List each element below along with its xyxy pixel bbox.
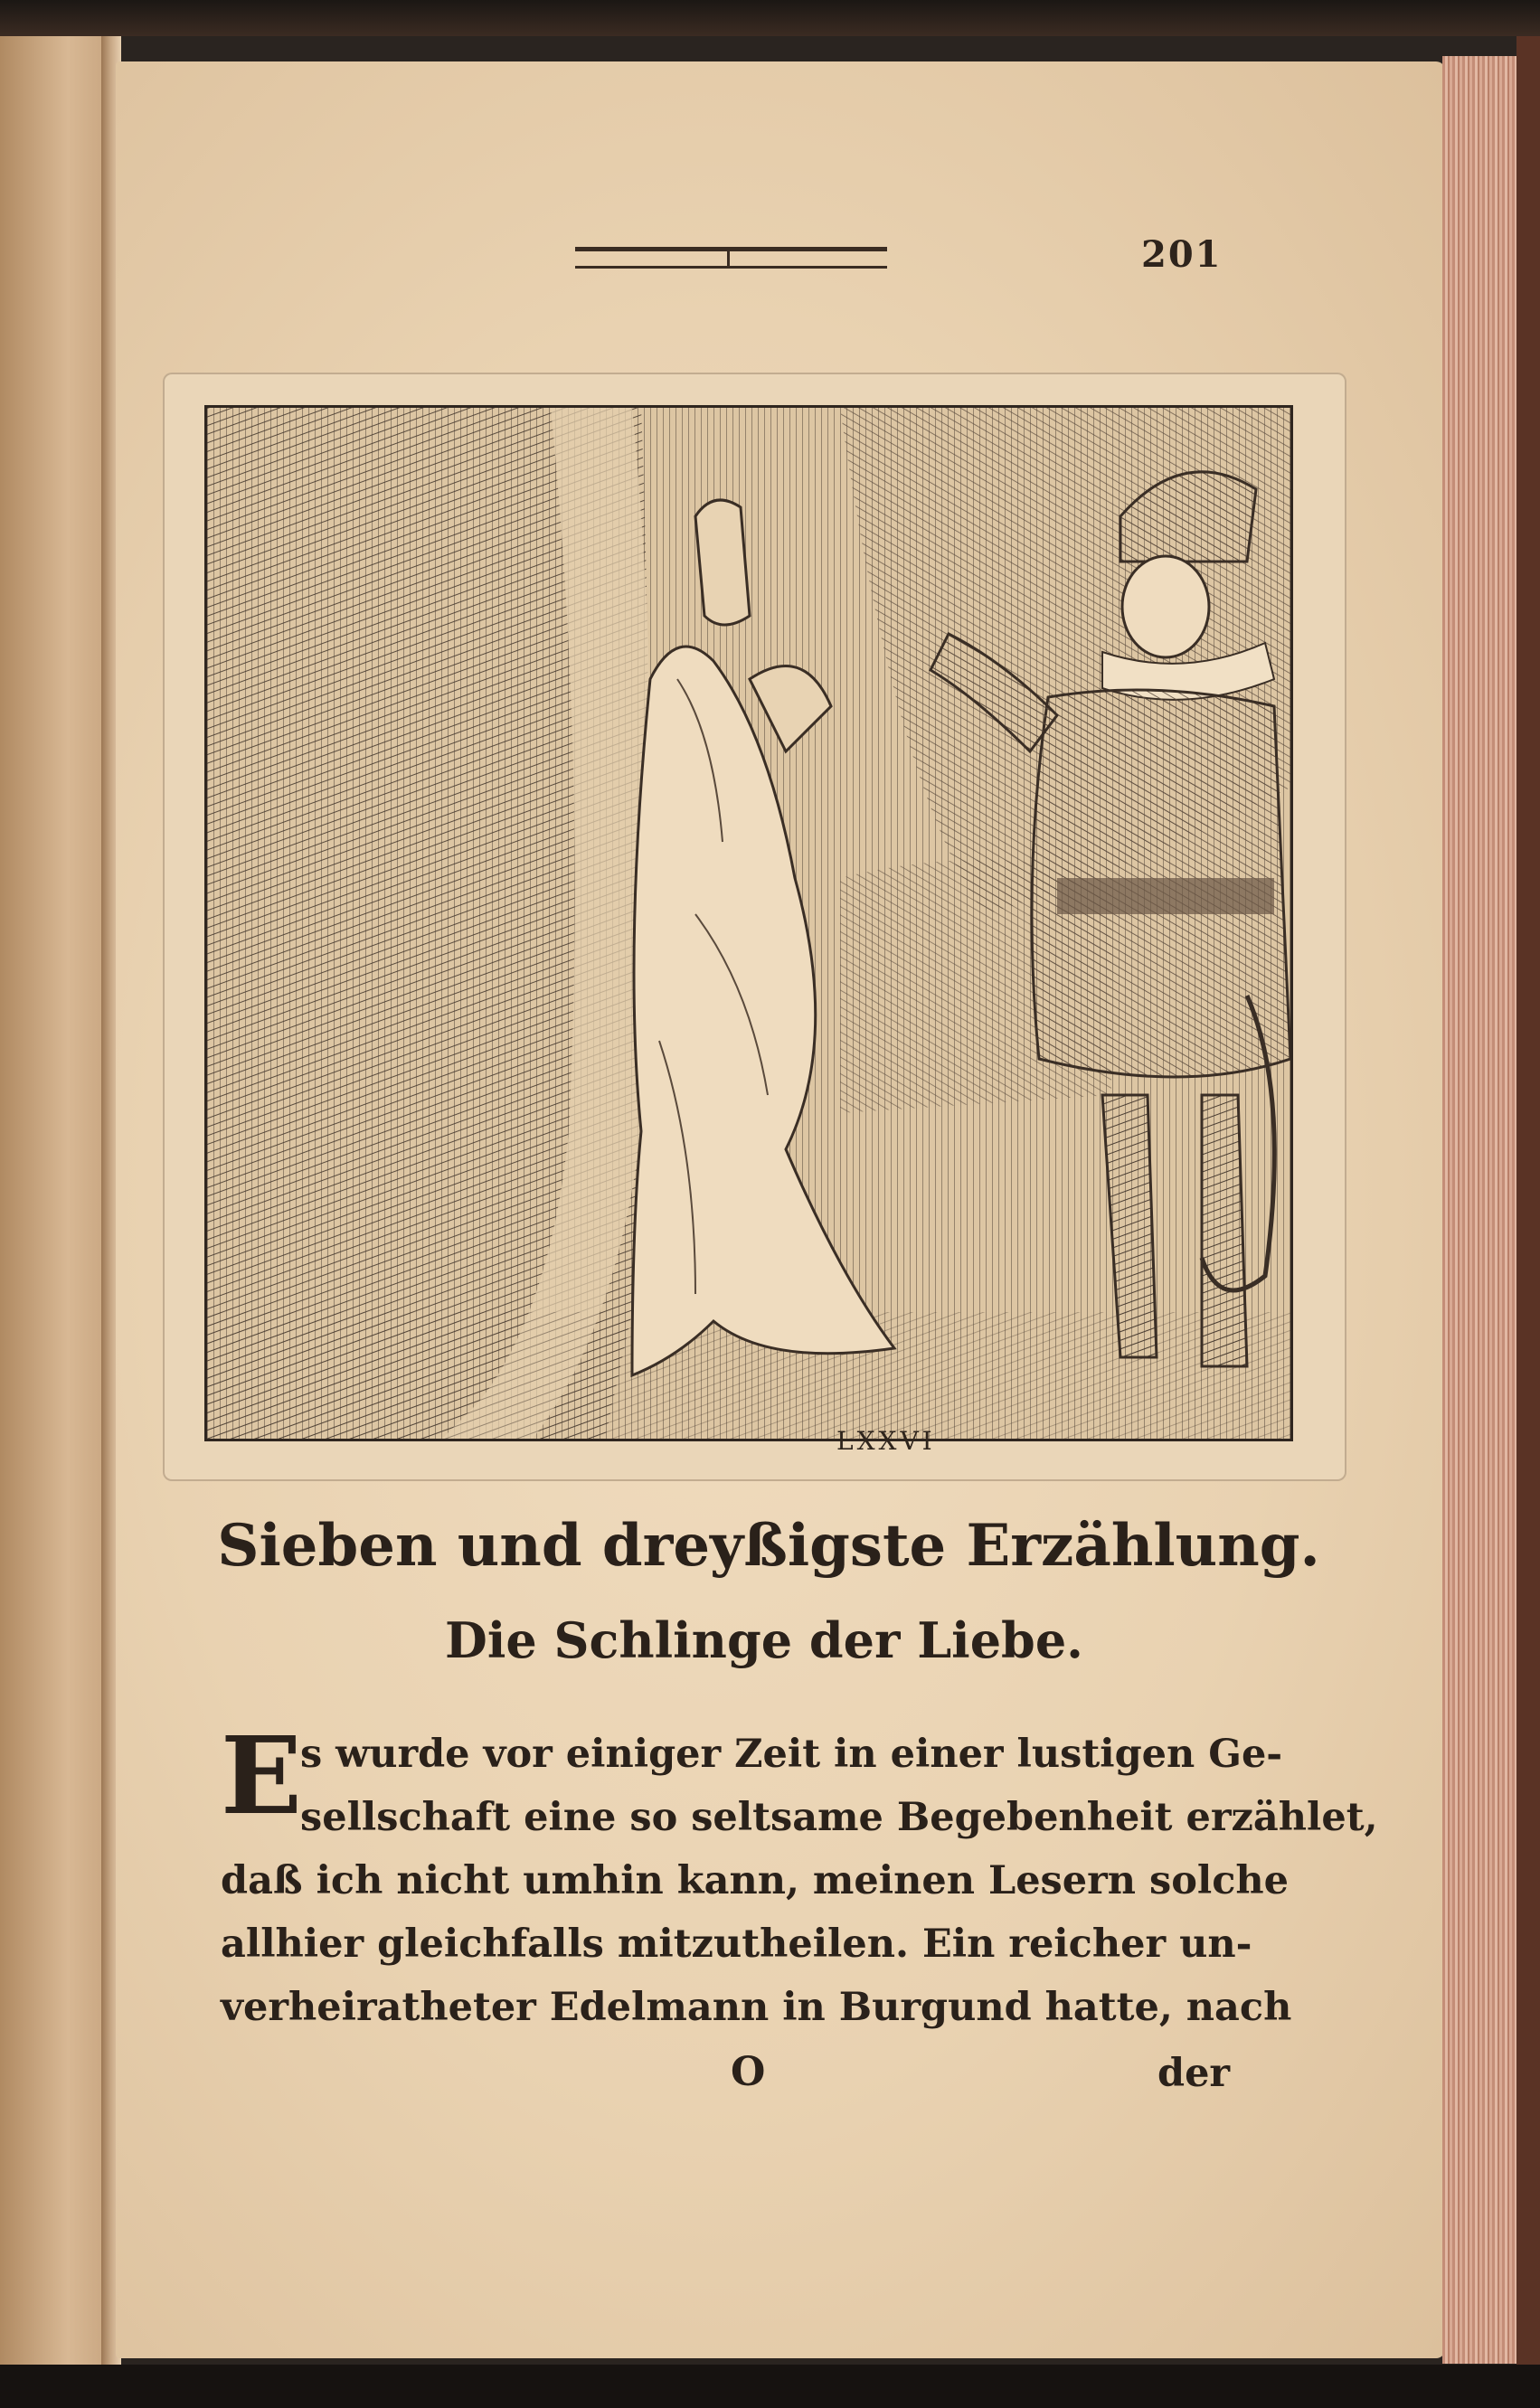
binding-top <box>0 0 1540 36</box>
text-line: daß ich nicht umhin kann, meinen Lesern solche <box>221 1858 1290 1903</box>
page-edges <box>1442 56 1516 2364</box>
book-cover <box>1516 36 1540 2387</box>
text-line: allhier gleichfalls mitzutheilen. Ein reicher un- <box>221 1922 1252 1967</box>
plate-number: LXXVI <box>836 1426 936 1456</box>
left-page-edge <box>0 36 113 2369</box>
text-line: sellschaft eine so seltsame Begebenheit erzählet, <box>300 1795 1378 1840</box>
header-rule <box>575 247 887 269</box>
catchword: der <box>1157 2051 1231 2096</box>
page-number: 201 <box>1141 233 1223 276</box>
engraving-illustration <box>204 405 1293 1441</box>
chapter-title: Sieben und dreyßigste Erzählung. <box>217 1512 1320 1580</box>
text-line: verheiratheter Edelmann in Burgund hatte, nach <box>221 1985 1292 2030</box>
chapter-subtitle: Die Schlinge der Liebe. <box>445 1611 1083 1669</box>
text-line: s wurde vor einiger Zeit in einer lustigen Ge- <box>300 1732 1283 1777</box>
scan-background <box>0 2365 1540 2408</box>
drop-cap: E <box>221 1713 302 1838</box>
signature-mark: O <box>731 2049 766 2095</box>
